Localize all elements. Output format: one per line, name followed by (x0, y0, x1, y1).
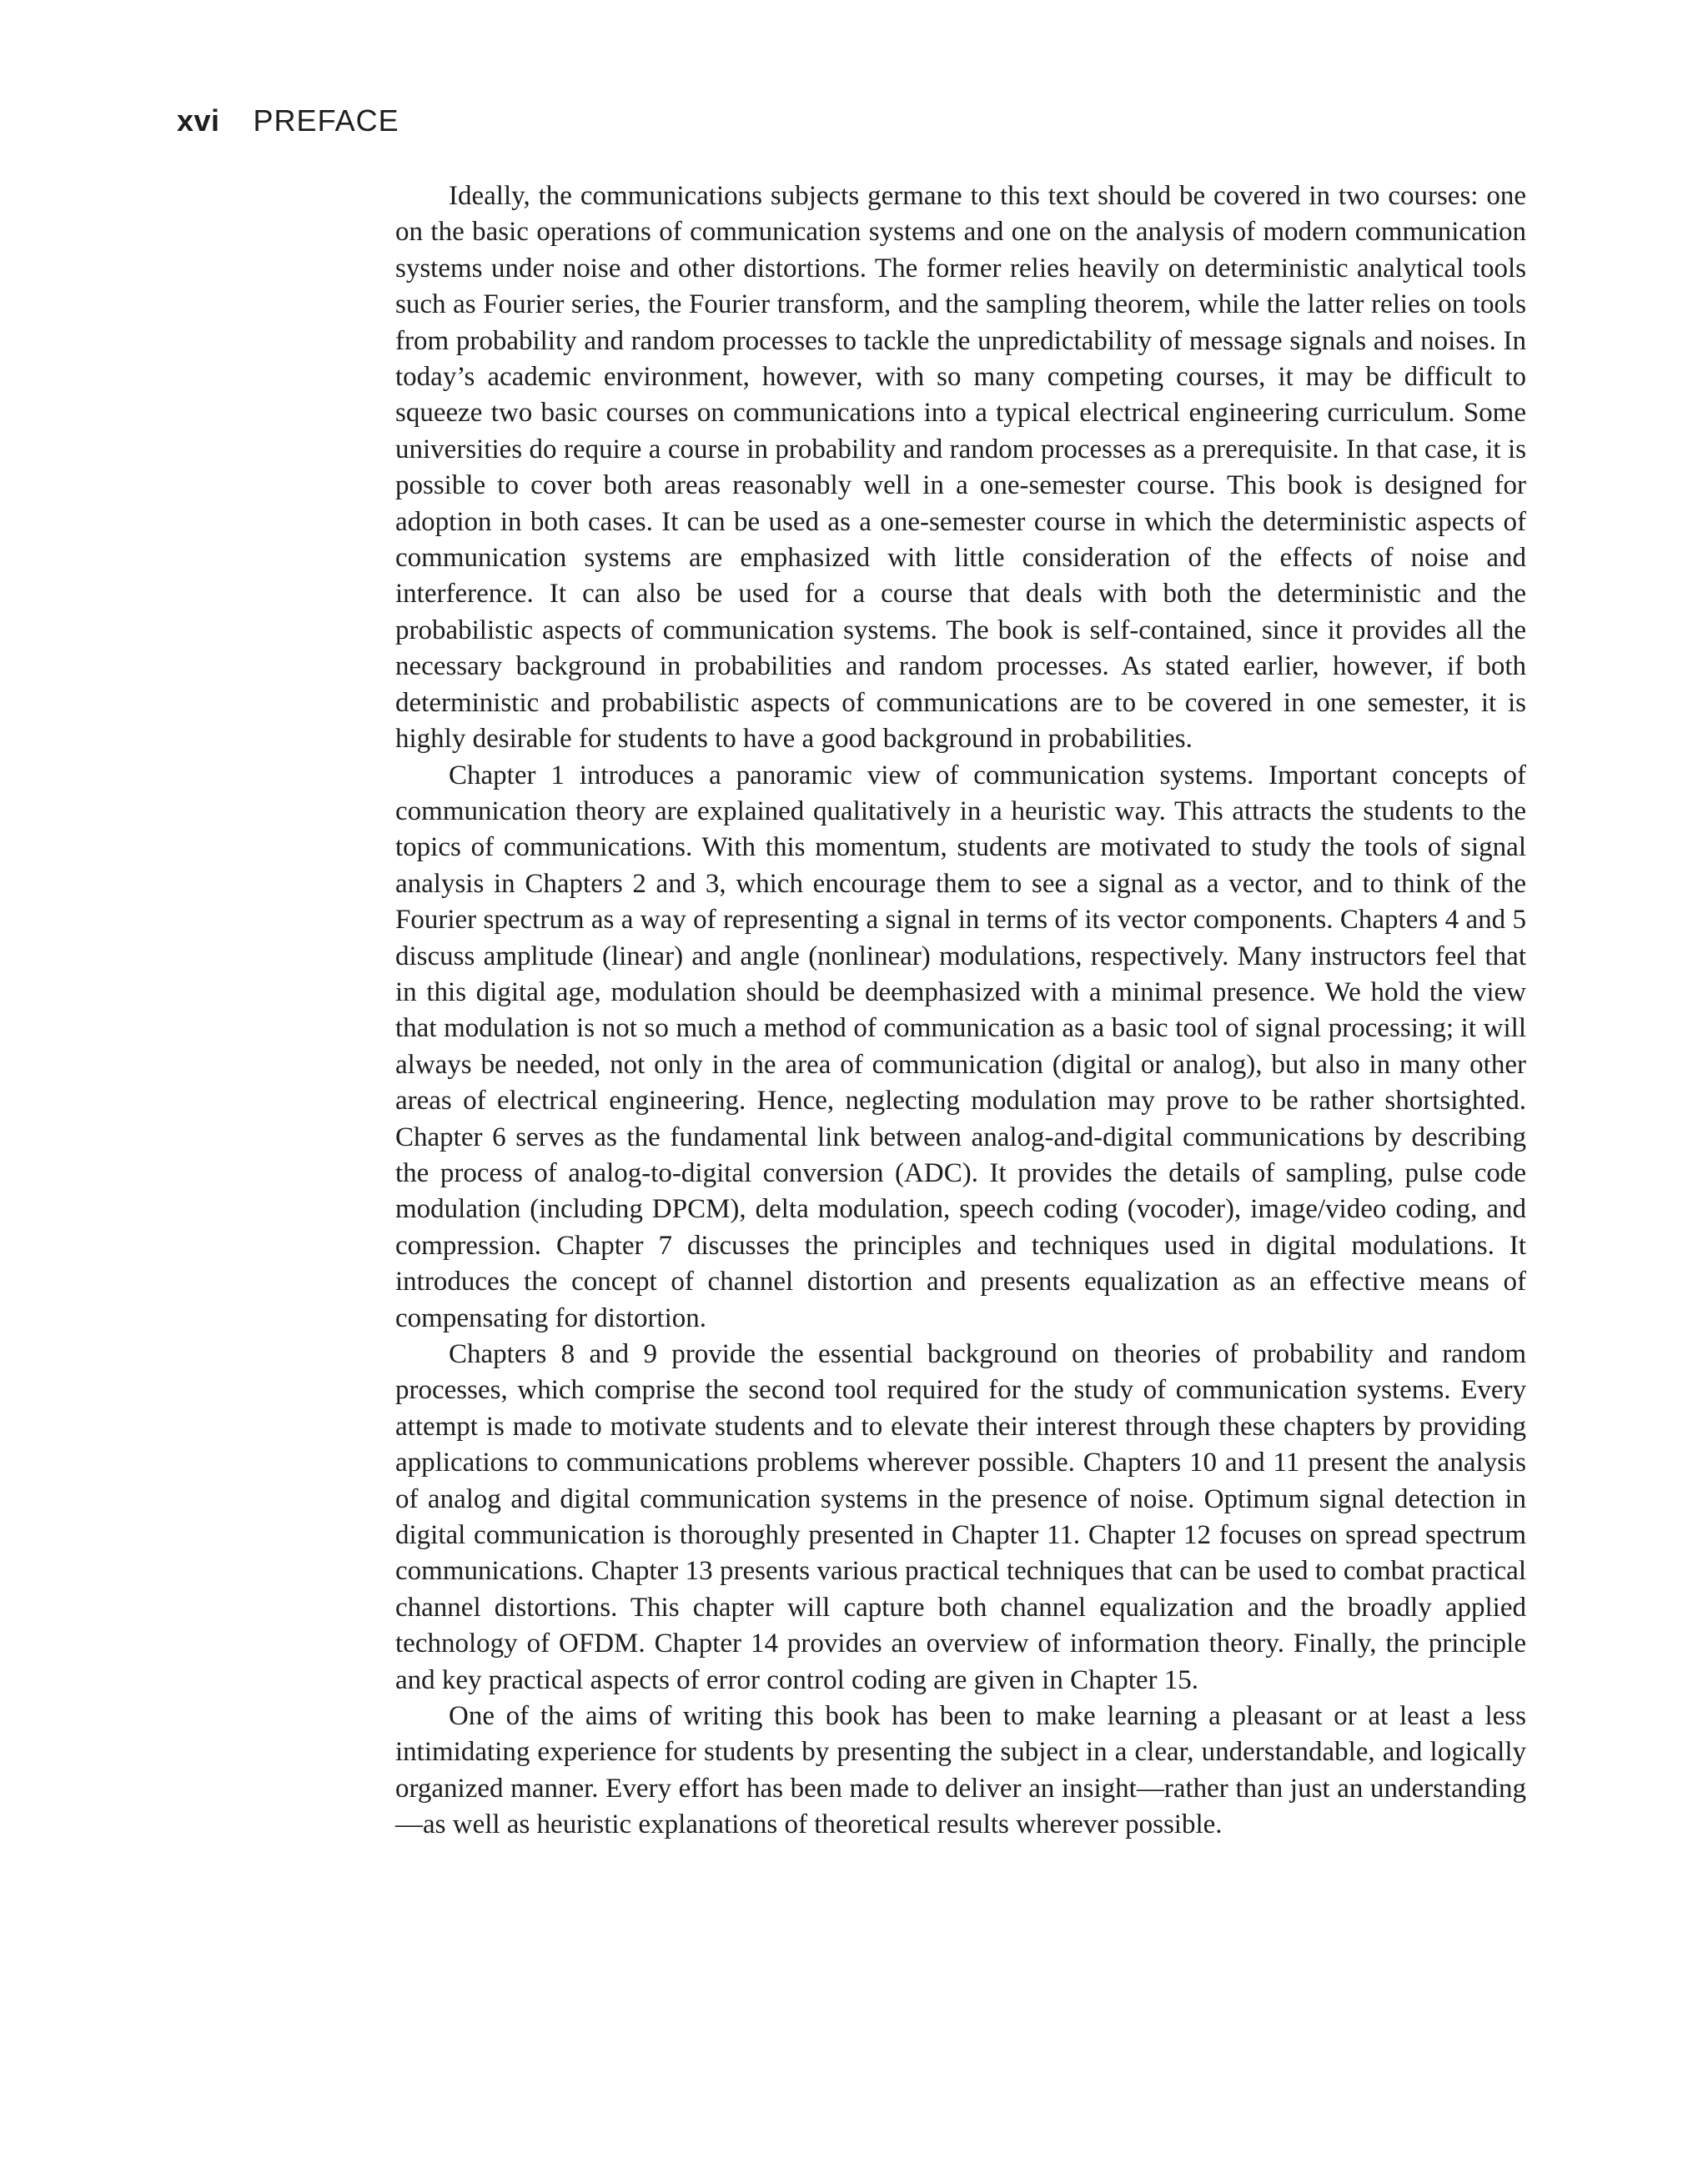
paragraph-chapters-8-15: Chapters 8 and 9 provide the essential background on theories of probability and random processes, which comprise the second tool required for the study of communication systems. Every attempt is made to motivate students and to elevate their interest through these chapters by providing applications to communications problems wherever possible. Chapters 10 and 11 present the analysis of analog and digital communication systems in the presence of noise. Optimum signal detection in digital communication is thoroughly presented in Chapter 11. Chapter 12 focuses on spread spectrum communications. Chapter 13 presents various practical techniques that can be used to combat practical channel distortions. This chapter will capture both channel equalization and the broadly applied technology of OFDM. Chapter 14 provides an overview of information theory. Finally, the principle and key practical aspects of error control coding are given in Chapter 15. (395, 1339, 1526, 1695)
page-header (177, 103, 399, 153)
running-head: PREFACE (253, 103, 399, 138)
page-number: xvi (177, 103, 220, 138)
paragraph-course-coverage: Ideally, the communications subjects germane to this text should be covered in two courses: one on the basic operations of communication systems and one on the analysis of modern communication systems under noise and other distortions. The former relies heavily on deterministic analytical tools such as Fourier series, the Fourier transform, and the sampling theorem, while the latter relies on tools from probability and random processes to tackle the unpredictability of message signals and noises. In today’s academic environment, however, with so many competing courses, it may be difficult to squeeze two basic courses on communications into a typical electrical engineering curriculum. Some universities do require a course in probability and random processes as a prerequisite. In that case, it is possible to cover both areas reasonably well in a one-semester course. This book is designed for adoption in both cases. It can be used as a one-semester course in which the deterministic aspects of communication systems are emphasized with little consideration of the effects of noise and interference. It can also be used for a course that deals with both the deterministic and the probabilistic aspects of communication systems. The book is self-contained, since it provides all the necessary background in probabilities and random processes. As stated earlier, however, if both deterministic and probabilistic aspects of communications are to be covered in one semester, it is highly desirable for students to have a good background in probabilities. (395, 181, 1526, 755)
body-text (395, 178, 1526, 1844)
paragraph-chapters-1-7: Chapter 1 introduces a panoramic view of communication systems. Important concepts of communication theory are explained qualitatively in a heuristic way. This attracts the students to the topics of communications. With this momentum, students are motivated to study the tools of signal analysis in Chapters 2 and 3, which encourage them to see a signal as a vector, and to think of the Fourier spectrum as a way of representing a signal in terms of its vector components. Chapters 4 and 5 discuss amplitude (linear) and angle (nonlinear) modulations, respectively. Many instructors feel that in this digital age, modulation should be deemphasized with a minimal presence. We hold the view that modulation is not so much a method of communication as a basic tool of signal processing; it will always be needed, not only in the area of communication (digital or analog), but also in many other areas of electrical engineering. Hence, neglecting modulation may prove to be rather shortsighted. Chapter 6 serves as the fundamental link between analog-and-digital communications by describing the process of analog-to-digital conversion (ADC). It provides the details of sampling, pulse code modulation (including DPCM), delta modulation, speech coding (vocoder), image/video coding, and compression. Chapter 7 discusses the principles and techniques used in digital modulations. It introduces the concept of channel distortion and presents equalization as an effective means of compensating for distortion. (395, 760, 1526, 1333)
paragraph-aims: One of the aims of writing this book has been to make learning a pleasant or at least a less intimidating experience for students by presenting the subject in a clear, understandable, and logically organized manner. Every effort has been made to deliver an insight—rather than just an understanding—as well as heuristic explanations of theoretical results wherever possible. (395, 1701, 1526, 1840)
